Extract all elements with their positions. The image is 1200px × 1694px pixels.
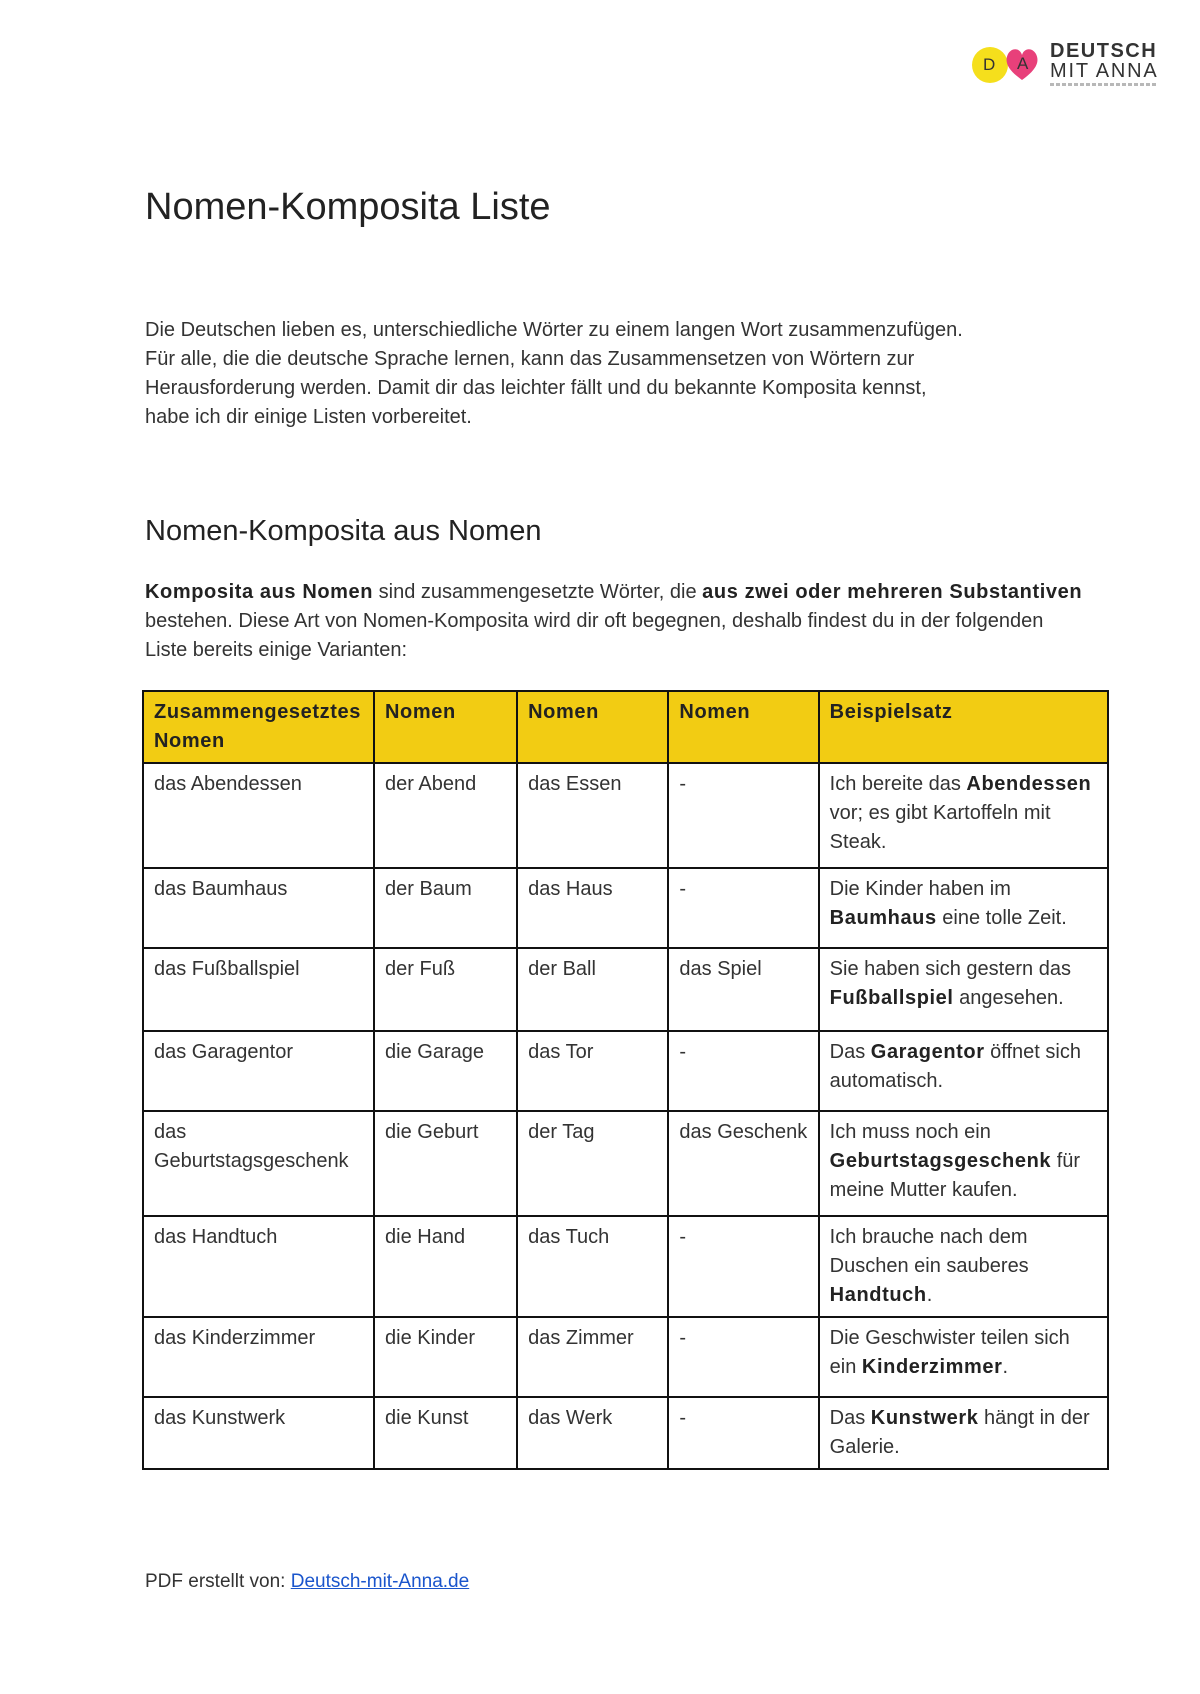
example-cell: [819, 948, 1108, 1031]
table-row: [143, 1031, 1108, 1111]
example-cell: [819, 1216, 1108, 1317]
noun-3-cell: -: [668, 1216, 818, 1317]
noun-3-cell: das Spiel: [668, 948, 818, 1031]
compound-table: [142, 690, 1109, 1470]
page-title: Nomen-Komposita Liste: [145, 186, 551, 228]
example-cell: [819, 1397, 1108, 1469]
compound-cell: das Fußballspiel: [143, 948, 374, 1031]
noun-2-cell: das Tuch: [517, 1216, 668, 1317]
example-text-after: .: [926, 1284, 933, 1306]
noun-2-cell: das Essen: [517, 763, 668, 868]
example-cell: [819, 763, 1108, 868]
compound-cell: das Garagentor: [143, 1031, 374, 1111]
intro-paragraph: [145, 316, 1085, 432]
table-row: [143, 763, 1108, 868]
example-compound: Abendessen: [966, 773, 1092, 795]
logo-wordmark-line2: MIT ANNA: [1050, 60, 1159, 82]
table-row: [143, 1317, 1108, 1397]
paragraph-text: sind zusammengesetzte Wörter, die: [373, 581, 703, 603]
compound-cell: das Kunstwerk: [143, 1397, 374, 1469]
table-row: [143, 1216, 1108, 1317]
example-text-after: vor; es gibt Kartoffeln mit Steak.: [829, 802, 1051, 853]
noun-1-cell: die Kunst: [374, 1397, 517, 1469]
example-text-after: .: [1002, 1356, 1009, 1378]
noun-3-cell: -: [668, 1031, 818, 1111]
compound-cell: das Geburtstagsgeschenk: [143, 1111, 374, 1216]
compound-cell: das Abendessen: [143, 763, 374, 868]
intro-line: Für alle, die die deutsche Sprache lernen, kann das Zusammensetzen von Wörtern zur: [145, 348, 915, 370]
logo-wordmark-line1: DEUTSCH: [1050, 40, 1158, 62]
bold-term: Komposita aus Nomen: [145, 581, 374, 603]
example-text-before: Die Geschwister teilen sich ein: [829, 1327, 1070, 1378]
footer-link[interactable]: Deutsch-mit-Anna.de: [290, 1571, 470, 1592]
noun-2-cell: der Tag: [517, 1111, 668, 1216]
example-text-before: Das: [829, 1407, 871, 1429]
table-header-row: [143, 691, 1108, 763]
table-row: [143, 1111, 1108, 1216]
example-text-after: öffnet sich automatisch.: [829, 1041, 1081, 1092]
example-compound: Baumhaus: [829, 907, 937, 929]
noun-2-cell: das Zimmer: [517, 1317, 668, 1397]
noun-1-cell: die Geburt: [374, 1111, 517, 1216]
header-noun-3: Nomen: [668, 691, 818, 763]
logo-letter-d: D: [983, 55, 996, 74]
noun-2-cell: das Haus: [517, 868, 668, 948]
header-noun-2: Nomen: [517, 691, 668, 763]
table-row: [143, 1397, 1108, 1469]
example-cell: [819, 1317, 1108, 1397]
table-body: [143, 763, 1108, 1469]
intro-line: habe ich dir einige Listen vorbereitet.: [145, 406, 472, 428]
noun-2-cell: das Werk: [517, 1397, 668, 1469]
noun-3-cell: -: [668, 1397, 818, 1469]
header-example: Beispielsatz: [819, 691, 1108, 763]
example-text-after: angesehen.: [953, 987, 1064, 1009]
table-row: [143, 948, 1108, 1031]
paragraph-text: bestehen. Diese Art von Nomen-Komposita wird dir oft begegnen, deshalb findest du in der folgenden Liste bereits einige Varianten:: [145, 610, 1044, 661]
bold-term: aus zwei oder mehreren Substantiven: [702, 581, 1083, 603]
intro-line: Die Deutschen lieben es, unterschiedliche Wörter zu einem langen Wort zusammenzufügen.: [145, 319, 963, 341]
header-compound: Zusammengesetztes Nomen: [143, 691, 374, 763]
noun-1-cell: die Hand: [374, 1216, 517, 1317]
compound-cell: das Handtuch: [143, 1216, 374, 1317]
example-compound: Kunstwerk: [870, 1407, 979, 1429]
noun-1-cell: die Kinder: [374, 1317, 517, 1397]
example-cell: [819, 1031, 1108, 1111]
example-cell: [819, 1111, 1108, 1216]
example-compound: Kinderzimmer: [861, 1356, 1003, 1378]
section-heading: Nomen-Komposita aus Nomen: [145, 515, 542, 547]
example-compound: Geburtstagsgeschenk: [829, 1150, 1052, 1172]
example-text-before: Ich bereite das: [829, 773, 967, 795]
noun-3-cell: das Geschenk: [668, 1111, 818, 1216]
compound-cell: das Kinderzimmer: [143, 1317, 374, 1397]
footer: [145, 1571, 469, 1593]
logo-letter-a: A: [1017, 54, 1029, 73]
logo-mark: [972, 42, 1048, 86]
header-noun-1: Nomen: [374, 691, 517, 763]
noun-3-cell: -: [668, 868, 818, 948]
example-text-after: eine tolle Zeit.: [936, 907, 1067, 929]
noun-1-cell: der Fuß: [374, 948, 517, 1031]
noun-2-cell: das Tor: [517, 1031, 668, 1111]
intro-line: Herausforderung werden. Damit dir das leichter fällt und du bekannte Komposita kennst,: [145, 377, 927, 399]
example-text-before: Ich brauche nach dem Duschen ein sauberes: [829, 1226, 1029, 1277]
noun-1-cell: die Garage: [374, 1031, 517, 1111]
noun-1-cell: der Abend: [374, 763, 517, 868]
logo-tagline: [1050, 83, 1158, 86]
table-row: [143, 868, 1108, 948]
example-text-before: Die Kinder haben im: [829, 878, 1011, 900]
example-compound: Fußballspiel: [829, 987, 954, 1009]
example-compound: Handtuch: [829, 1284, 927, 1306]
compound-cell: das Baumhaus: [143, 868, 374, 948]
noun-3-cell: -: [668, 1317, 818, 1397]
footer-label: PDF erstellt von:: [145, 1571, 291, 1592]
example-text-before: Das: [829, 1041, 871, 1063]
example-cell: [819, 868, 1108, 948]
example-text-before: Sie haben sich gestern das: [829, 958, 1071, 980]
noun-2-cell: der Ball: [517, 948, 668, 1031]
example-text-before: Ich muss noch ein: [829, 1121, 991, 1143]
noun-1-cell: der Baum: [374, 868, 517, 948]
brand-logo: [972, 38, 1172, 94]
section-paragraph: [145, 578, 1085, 665]
example-compound: Garagentor: [870, 1041, 985, 1063]
example-text-after: für meine Mutter kaufen.: [829, 1150, 1081, 1201]
example-text-after: hängt in der Galerie.: [829, 1407, 1090, 1458]
noun-3-cell: -: [668, 763, 818, 868]
